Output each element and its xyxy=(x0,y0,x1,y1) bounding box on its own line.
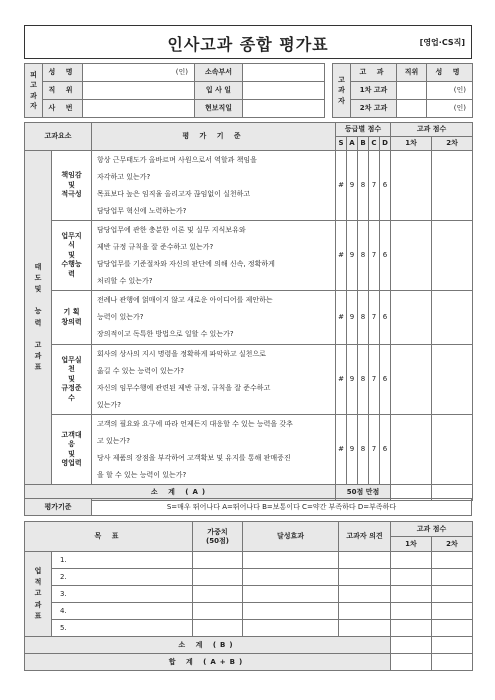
dept-field[interactable] xyxy=(243,64,325,82)
category-label: 고객대 응 및 영업력 xyxy=(52,415,92,485)
score-first: 1차 xyxy=(391,137,432,151)
grade-value[interactable]: 7 xyxy=(369,415,380,485)
grade-value[interactable]: 7 xyxy=(369,345,380,415)
grade-value[interactable]: 6 xyxy=(380,151,391,221)
score-cell[interactable] xyxy=(432,221,473,291)
grade-value[interactable]: 8 xyxy=(358,151,369,221)
score-cell[interactable] xyxy=(391,151,432,221)
weight-cell[interactable] xyxy=(193,552,243,569)
subtotal-b-first[interactable] xyxy=(391,637,432,654)
emp-no-label: 사 번 xyxy=(43,100,83,118)
score-cell[interactable] xyxy=(391,603,432,620)
seal-mark: (인) xyxy=(175,68,188,77)
opinion-cell[interactable] xyxy=(339,552,391,569)
first-rater-label: 1차 고과 xyxy=(351,82,397,100)
score-cell[interactable] xyxy=(391,552,432,569)
col-perf-score: 고과 점수 xyxy=(391,522,473,537)
score-cell[interactable] xyxy=(391,620,432,637)
grade-s: S xyxy=(336,137,347,151)
total-label: 합 계 (A+B) xyxy=(25,654,391,671)
info-table xyxy=(24,63,473,118)
result-cell[interactable] xyxy=(243,552,339,569)
criteria-text: 담당업무에 관한 충분한 이론 및 실무 지식보유와 제반 규정 규칙을 잘 준수하고 있는가? 담당업무를 기준절차와 자신의 판단에 의해 신속, 정확하게 처리할 수 있는가? xyxy=(92,221,336,291)
grade-value[interactable]: # xyxy=(336,221,347,291)
result-cell[interactable] xyxy=(243,603,339,620)
second-rater-label: 2차 고과 xyxy=(351,100,397,118)
grade-value[interactable]: 8 xyxy=(358,345,369,415)
hire-field[interactable] xyxy=(243,82,325,100)
grade-value[interactable]: 8 xyxy=(358,221,369,291)
col-criteria: 평 가 기 준 xyxy=(92,123,336,151)
grade-d: D xyxy=(380,137,391,151)
score-cell[interactable] xyxy=(391,291,432,345)
second-rater-name[interactable]: (인) xyxy=(427,100,473,118)
col-weight: 가중치 (50점) xyxy=(193,522,243,552)
current-job-label: 현보직일 xyxy=(195,100,243,118)
category-label: 책임감 및 적극성 xyxy=(52,151,92,221)
rater-col-rank: 고 과 xyxy=(351,64,397,82)
grade-value[interactable]: 6 xyxy=(380,345,391,415)
position-label: 직 위 xyxy=(43,82,83,100)
score-cell[interactable] xyxy=(432,620,473,637)
score-cell[interactable] xyxy=(432,415,473,485)
criteria-text: 회사의 상사의 지시 명령을 정확하게 파악하고 실천으로 옮길 수 있는 능력이 있는가? 자신의 임무수행에 관련된 제반 규정, 규칙을 잘 준수하고 있는가? xyxy=(92,345,336,415)
evaluation-table xyxy=(24,122,473,501)
perf-score-first: 1차 xyxy=(391,537,432,552)
opinion-cell[interactable] xyxy=(339,620,391,637)
grade-value[interactable]: 6 xyxy=(380,415,391,485)
grade-a: A xyxy=(347,137,358,151)
page-title: 인사고과 종합 평가표 xyxy=(167,35,329,54)
first-rater-name[interactable]: (인) xyxy=(427,82,473,100)
grade-value[interactable]: # xyxy=(336,151,347,221)
standard-table xyxy=(24,498,472,516)
result-cell[interactable] xyxy=(243,620,339,637)
grade-value[interactable]: 8 xyxy=(358,415,369,485)
grade-value[interactable]: 8 xyxy=(358,291,369,345)
criteria-text: 항상 근무태도가 올바르며 사원으로서 역할과 책임을 자각하고 있는가? 목표보다 높은 임직율 올리고자 끊임없이 실천하고 담당업무 혁신에 노력하는가? xyxy=(92,151,336,221)
hire-label: 입 사 일 xyxy=(195,82,243,100)
col-result: 달성효과 xyxy=(243,522,339,552)
score-cell[interactable] xyxy=(391,221,432,291)
weight-cell[interactable] xyxy=(193,569,243,586)
result-cell[interactable] xyxy=(243,569,339,586)
group-label: 태 도 및 능 력 고 과 표 xyxy=(25,151,52,485)
name-field[interactable] xyxy=(83,64,195,82)
subtotal-a-label: 소 계 (A) xyxy=(25,485,336,501)
score-cell[interactable] xyxy=(432,345,473,415)
opinion-cell[interactable] xyxy=(339,569,391,586)
weight-cell[interactable] xyxy=(193,603,243,620)
score-second: 2차 xyxy=(432,137,473,151)
score-cell[interactable] xyxy=(391,569,432,586)
col-score: 고과 점수 xyxy=(391,123,473,137)
standard-text: S=매우 뛰어나다 A=뛰어나다 B=보통이다 C=약간 부족하다 D=부족하다 xyxy=(92,499,472,516)
grade-value[interactable]: 9 xyxy=(347,415,358,485)
title-box xyxy=(24,25,472,59)
emp-no-field[interactable] xyxy=(83,100,195,118)
grade-c: C xyxy=(369,137,380,151)
grade-value[interactable]: 6 xyxy=(380,291,391,345)
rater-col-name: 성 명 xyxy=(427,64,473,82)
grade-value[interactable]: 9 xyxy=(347,345,358,415)
total-first[interactable] xyxy=(391,654,432,671)
goal-row[interactable]: 5. xyxy=(52,620,193,637)
criteria-text: 전례나 관행에 얽매이지 않고 새로운 아이디어를 제안하는 능력이 있는가? 장의적이고 독특한 방법으로 일할 수 있는가? xyxy=(92,291,336,345)
rater-label: 고 과 자 xyxy=(333,64,351,118)
grade-value[interactable]: # xyxy=(336,345,347,415)
col-grade: 등급별 점수 xyxy=(336,123,391,137)
category-label: 업무실 천 및 규정준 수 xyxy=(52,345,92,415)
weight-cell[interactable] xyxy=(193,620,243,637)
goal-row[interactable]: 2. xyxy=(52,569,193,586)
perf-side-label: 업 적 고 과 표 xyxy=(25,552,52,637)
col-opinion: 고과자 의견 xyxy=(339,522,391,552)
subtotal-b-label: 소 계 (B) xyxy=(25,637,391,654)
ratee-label: 피 고 과 자 xyxy=(25,64,43,118)
opinion-cell[interactable] xyxy=(339,603,391,620)
goal-row[interactable]: 3. xyxy=(52,586,193,603)
perf-score-second: 2차 xyxy=(432,537,473,552)
col-element: 고과요소 xyxy=(25,123,92,151)
col-goal: 목 표 xyxy=(25,522,193,552)
subtotal-b-second[interactable] xyxy=(432,637,473,654)
grade-value[interactable]: 9 xyxy=(347,151,358,221)
performance-table xyxy=(24,521,473,671)
weight-cell[interactable] xyxy=(193,586,243,603)
position-field[interactable] xyxy=(83,82,195,100)
dept-label: 소속부서 xyxy=(195,64,243,82)
criteria-text: 고객의 필요와 요구에 따라 언제든지 대응할 수 있는 능력을 갖추 고 있는가? 당사 제품의 장점을 부각하여 고객확보 및 유지를 통해 판매증진 을 할 수 있는 능력이 있는가? xyxy=(92,415,336,485)
score-cell[interactable] xyxy=(432,291,473,345)
grade-value[interactable]: # xyxy=(336,415,347,485)
score-cell[interactable] xyxy=(432,151,473,221)
category-label: 기 획 창의력 xyxy=(52,291,92,345)
current-job-field[interactable] xyxy=(243,100,325,118)
grade-value[interactable]: 7 xyxy=(369,151,380,221)
second-rater-position[interactable] xyxy=(397,100,427,118)
grade-value[interactable]: 9 xyxy=(347,221,358,291)
score-cell[interactable] xyxy=(432,603,473,620)
dept-tag: [영업·CS직] xyxy=(419,38,465,47)
opinion-cell[interactable] xyxy=(339,586,391,603)
first-rater-position[interactable] xyxy=(397,82,427,100)
standard-label: 평가기준 xyxy=(25,499,92,516)
category-label: 업무지 식 및 수행능 력 xyxy=(52,221,92,291)
result-cell[interactable] xyxy=(243,586,339,603)
grade-value[interactable]: 7 xyxy=(369,221,380,291)
score-cell[interactable] xyxy=(391,586,432,603)
grade-value[interactable]: 9 xyxy=(347,291,358,345)
total-second[interactable] xyxy=(432,654,473,671)
grade-value[interactable]: 6 xyxy=(380,221,391,291)
score-cell[interactable] xyxy=(432,586,473,603)
subtotal-a-max: 50점 만점 xyxy=(336,485,391,501)
rater-col-position: 직위 xyxy=(397,64,427,82)
score-cell[interactable] xyxy=(391,415,432,485)
grade-b: B xyxy=(358,137,369,151)
goal-row[interactable]: 1. xyxy=(52,552,193,569)
goal-row[interactable]: 4. xyxy=(52,603,193,620)
grade-value[interactable]: 7 xyxy=(369,291,380,345)
score-cell[interactable] xyxy=(432,569,473,586)
gap xyxy=(325,64,333,118)
name-label: 성 명 xyxy=(43,64,83,82)
score-cell[interactable] xyxy=(432,552,473,569)
score-cell[interactable] xyxy=(391,345,432,415)
grade-value[interactable]: # xyxy=(336,291,347,345)
